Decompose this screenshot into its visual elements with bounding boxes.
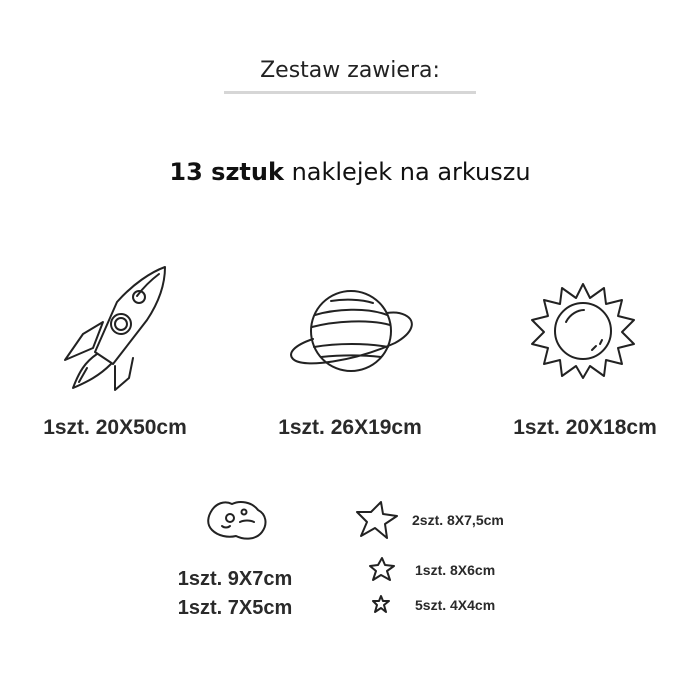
star-large-size-label: 2szt. 8X7,5cm: [412, 512, 504, 528]
star-small-size-label: 5szt. 4X4cm: [415, 597, 496, 613]
rocket-icon: [55, 262, 175, 392]
sticker-count-headline: [0, 158, 700, 186]
sun-icon: [528, 280, 638, 380]
sticker-count: 13 sztuk: [169, 158, 284, 186]
star-small-icon: [371, 594, 391, 614]
asteroid-size-label-1: 1szt. 9X7cm: [177, 568, 293, 590]
star-medium-icon: [368, 556, 396, 582]
asteroid-size-label-2: 1szt. 7X5cm: [177, 597, 293, 619]
heading-underline: [224, 91, 476, 94]
star-medium-size-label: 1szt. 8X6cm: [415, 562, 496, 578]
planet-size-label: 1szt. 26X19cm: [278, 416, 422, 439]
section-heading: Zestaw zawiera:: [260, 58, 440, 83]
sticker-count-text: naklejek na arkuszu: [283, 158, 531, 186]
star-large-icon: [355, 500, 399, 540]
asteroid-icon: [204, 498, 268, 542]
planet-icon: [285, 285, 415, 380]
sun-size-label: 1szt. 20X18cm: [513, 416, 657, 439]
rocket-size-label: 1szt. 20X50cm: [43, 416, 187, 439]
